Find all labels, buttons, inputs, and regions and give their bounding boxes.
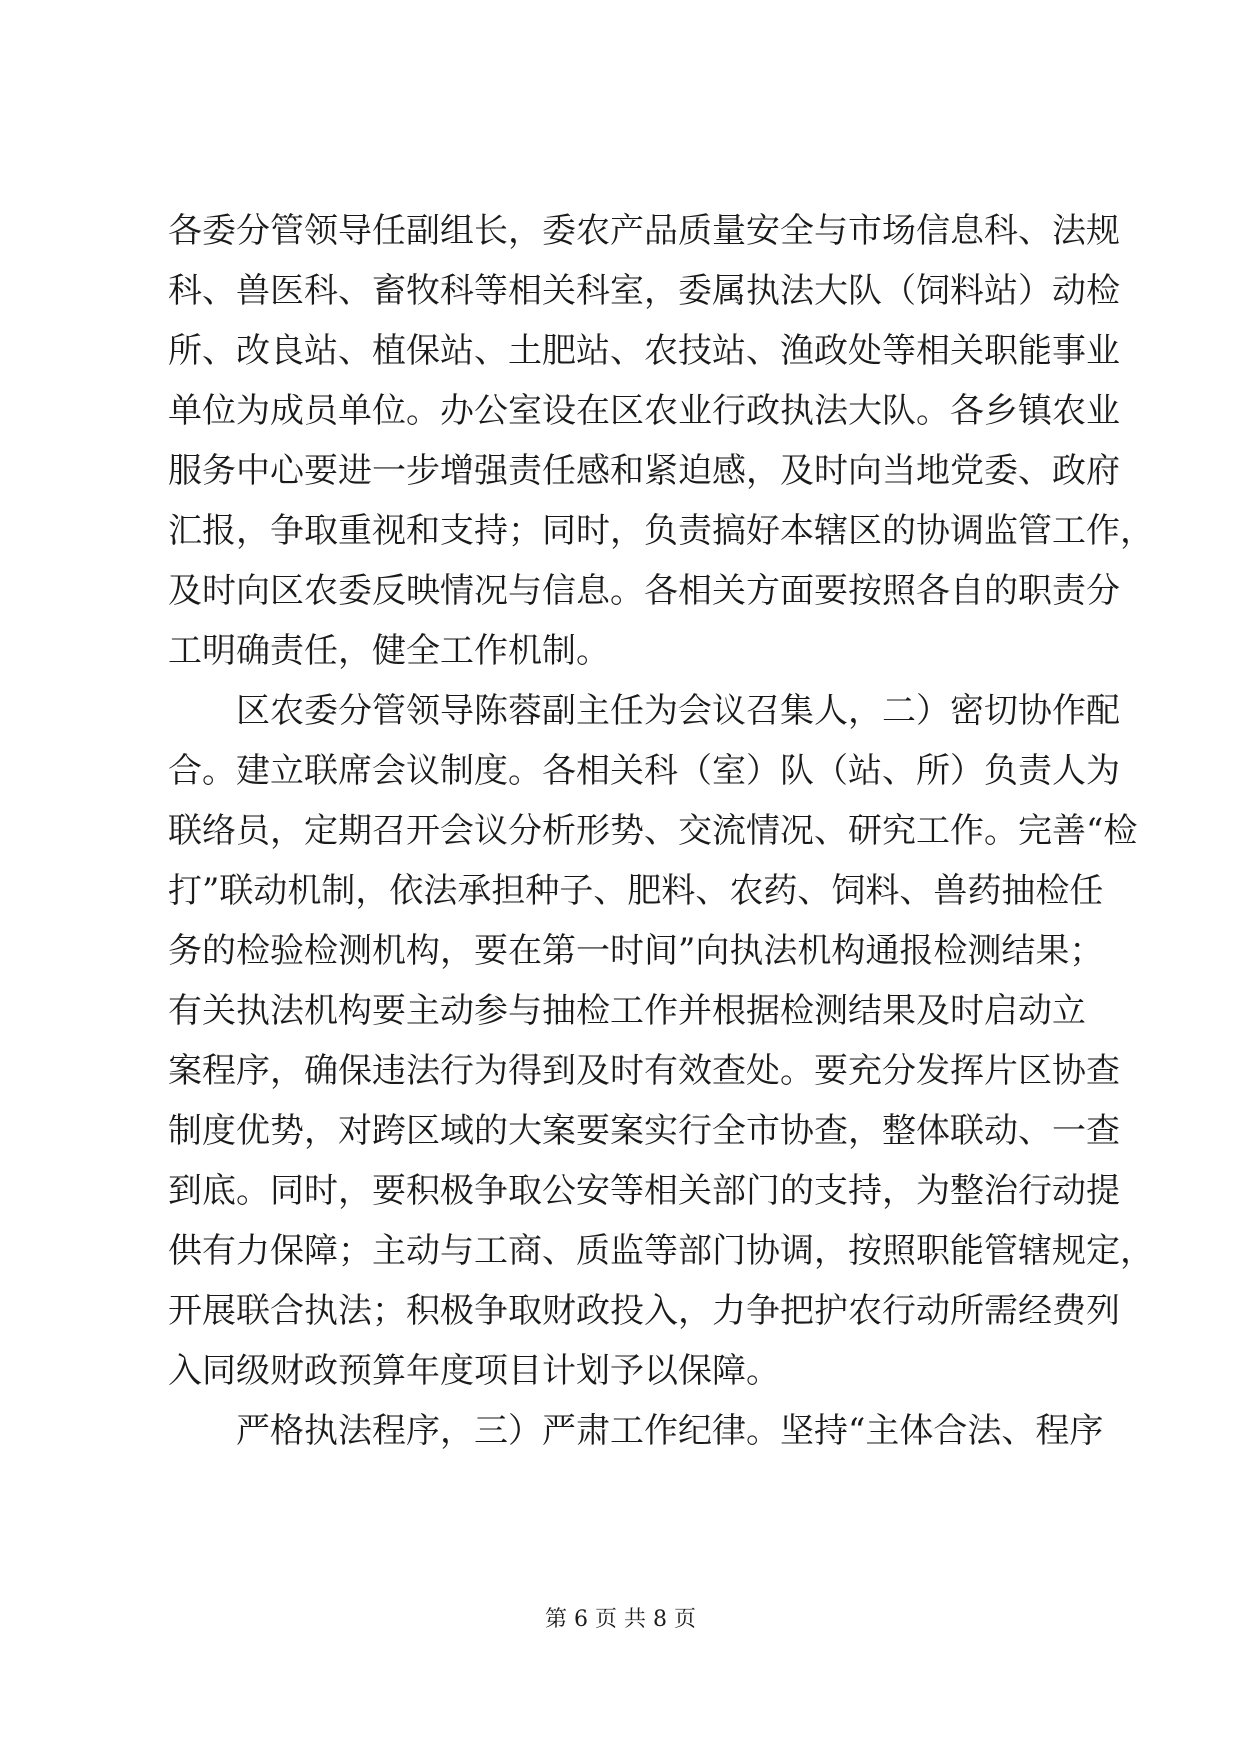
- text-line: 入同级财政预算年度项目计划予以保障。: [168, 1351, 780, 1391]
- text-line: 合。建立联席会议制度。各相关科（室）队（站、所）负责人为: [168, 751, 1120, 791]
- text-line: 单位为成员单位。办公室设在区农业行政执法大队。各乡镇农业: [168, 391, 1120, 431]
- text-line: 汇报，争取重视和支持；同时，负责搞好本辖区的协调监管工作，: [168, 511, 1154, 551]
- text-line: 工明确责任，健全工作机制。: [168, 631, 610, 671]
- text-line: 科、兽医科、畜牧科等相关科室，委属执法大队（饲料站）动检: [168, 271, 1120, 311]
- text-line: 所、改良站、植保站、土肥站、农技站、渔政处等相关职能事业: [168, 331, 1120, 371]
- text-line: 供有力保障；主动与工商、质监等部门协调，按照职能管辖规定，: [168, 1231, 1154, 1271]
- text-line: 服务中心要进一步增强责任感和紧迫感，及时向当地党委、政府: [168, 451, 1120, 491]
- text-line: 案程序，确保违法行为得到及时有效查处。要充分发挥片区协查: [168, 1051, 1120, 1091]
- page-number-footer: 第 6 页 共 8 页: [545, 1607, 696, 1632]
- text-line: 各委分管领导任副组长，委农产品质量安全与市场信息科、法规: [168, 211, 1120, 251]
- text-line: 有关执法机构要主动参与抽检工作并根据检测结果及时启动立: [168, 991, 1086, 1031]
- text-line: 到底。同时，要积极争取公安等相关部门的支持，为整治行动提: [168, 1171, 1120, 1211]
- text-line: 开展联合执法；积极争取财政投入，力争把护农行动所需经费列: [168, 1291, 1120, 1331]
- paragraph-first-line: 严格执法程序，三）严肃工作纪律。坚持“主体合法、程序: [236, 1411, 1104, 1451]
- text-line: 及时向区农委反映情况与信息。各相关方面要按照各自的职责分: [168, 571, 1120, 611]
- text-line: 务的检验检测机构，要在第一时间”向执法机构通报检测结果；: [168, 931, 1104, 971]
- text-line: 联络员，定期召开会议分析形势、交流情况、研究工作。完善“检: [168, 811, 1138, 851]
- text-line: 打”联动机制，依法承担种子、肥料、农药、饲料、兽药抽检任: [168, 871, 1104, 911]
- text-line: 制度优势，对跨区域的大案要案实行全市协查，整体联动、一查: [168, 1111, 1120, 1151]
- paragraph-first-line: 区农委分管领导陈蓉副主任为会议召集人，二）密切协作配: [236, 691, 1120, 731]
